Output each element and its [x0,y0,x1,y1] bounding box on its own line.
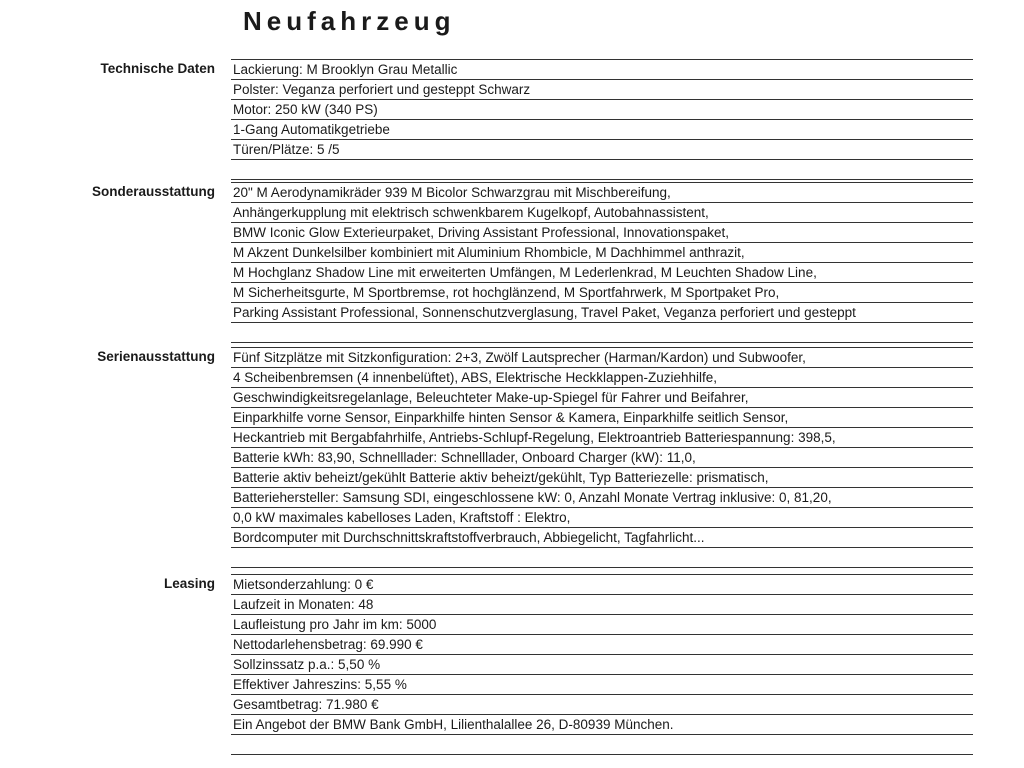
spec-line: Polster: Veganza perforiert und gesteppt Schwarz [231,80,973,100]
standard-line: 4 Scheibenbremsen (4 innenbelüftet), ABS, Elektrische Heckklappen-Zuziehhilfe, [231,368,973,388]
standard-line: Batterie aktiv beheizt/gekühlt Batterie aktiv beheizt/gekühlt, Typ Batteriezelle: prismatisch, [231,468,973,488]
option-line: BMW Iconic Glow Exterieurpaket, Driving Assistant Professional, Innovationspaket, [231,223,973,243]
leasing-line: Nettodarlehensbetrag: 69.990 € [231,635,973,655]
divider [231,548,973,568]
section-label: Sonderausstattung [91,184,215,199]
standard-line: Bordcomputer mit Durchschnittskraftstoffverbrauch, Abbiegelicht, Tagfahrlicht... [231,528,973,548]
section-lines [231,182,973,343]
section-label: Technische Daten [100,61,215,76]
spec-line: Lackierung: M Brooklyn Grau Metallic [231,60,973,80]
option-line: Parking Assistant Professional, Sonnenschutzverglasung, Travel Paket, Veganza perforiert und gesteppt [231,303,973,323]
standard-line: Einparkhilfe vorne Sensor, Einparkhilfe hinten Sensor & Kamera, Einparkhilfe seitlich Sensor, [231,408,973,428]
leasing-line: Laufzeit in Monaten: 48 [231,595,973,615]
leasing-line: Gesamtbetrag: 71.980 € [231,695,973,715]
standard-line: Heckantrieb mit Bergabfahrhilfe, Antriebs-Schlupf-Regelung, Elektroantrieb Batteriespannung: 398,5, [231,428,973,448]
divider [231,323,973,343]
section-lines [231,59,973,180]
leasing-line: Effektiver Jahreszins: 5,55 % [231,675,973,695]
option-line: Anhängerkupplung mit elektrisch schwenkbarem Kugelkopf, Autobahnassistent, [231,203,973,223]
leasing-line: Ein Angebot der BMW Bank GmbH, Lilienthalallee 26, D-80939 München. [231,715,973,735]
option-line: M Akzent Dunkelsilber kombiniert mit Aluminium Rhombicle, M Dachhimmel anthrazit, [231,243,973,263]
standard-line: Fünf Sitzplätze mit Sitzkonfiguration: 2+3, Zwölf Lautsprecher (Harman/Kardon) und Subwoofer, [231,348,973,368]
option-line: M Hochglanz Shadow Line mit erweiterten Umfängen, M Lederlenkrad, M Leuchten Shadow Line, [231,263,973,283]
leasing-line: Laufleistung pro Jahr im km: 5000 [231,615,973,635]
section-label: Leasing [163,576,215,591]
section-lines [231,347,973,568]
divider [231,735,973,755]
spec-line: Türen/Plätze: 5 /5 [231,140,973,160]
option-line: M Sicherheitsgurte, M Sportbremse, rot hochglänzend, M Sportfahrwerk, M Sportpaket Pro, [231,283,973,303]
standard-line: 0,0 kW maximales kabelloses Laden, Kraftstoff : Elektro, [231,508,973,528]
standard-line: Geschwindigkeitsregelanlage, Beleuchteter Make-up-Spiegel für Fahrer und Beifahrer, [231,388,973,408]
standard-line: Batteriehersteller: Samsung SDI, eingeschlossene kW: 0, Anzahl Monate Vertrag inklusive: 0, 81,20, [231,488,973,508]
page-title: Neufahrzeug [243,6,456,36]
spec-line: Motor: 250 kW (340 PS) [231,100,973,120]
divider [231,160,973,180]
section-label: Serienausstattung [97,349,215,364]
option-line: 20" M Aerodynamikräder 939 M Bicolor Schwarzgrau mit Mischbereifung, [231,183,973,203]
spec-line: 1-Gang Automatikgetriebe [231,120,973,140]
section-lines [231,574,973,755]
leasing-line: Sollzinssatz p.a.: 5,50 % [231,655,973,675]
leasing-line: Mietsonderzahlung: 0 € [231,575,973,595]
standard-line: Batterie kWh: 83,90, Schnelllader: Schnelllader, Onboard Charger (kW): 11,0, [231,448,973,468]
